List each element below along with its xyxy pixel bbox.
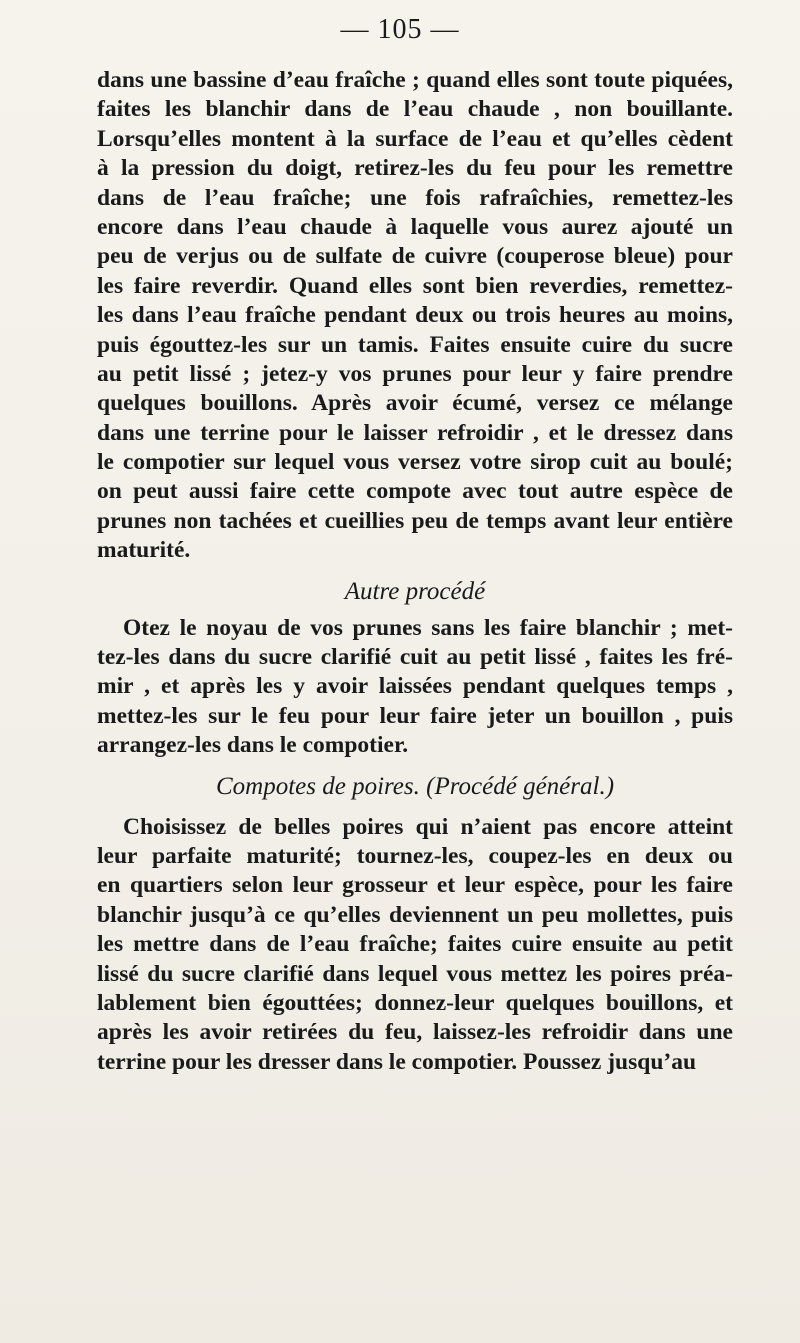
text-line: maturité. [97,537,191,564]
paragraph-3 [97,813,733,1078]
text-line: on peut aussi faire cette compote avec tout autre espèce de [97,478,733,505]
text-line: mettez-les sur le feu pour leur faire jeter un bouillon , puis [97,702,733,729]
paragraph-2 [97,614,733,761]
section-heading-compotes-de-poires: Compotes de poires. (Procédé général.) [215,772,615,800]
text-line: à la pression du doigt, retirez-les du feu pour les remettre [97,155,733,182]
text-line: terrine pour les dresser dans le compotier. Poussez jusqu’au [97,1048,697,1075]
text-line: les mettre dans de l’eau fraîche; faites cuire ensuite au petit [97,931,733,958]
text-line: Otez le noyau de vos prunes sans les faire blanchir ; met- [123,614,733,641]
text-line: mir , et après les y avoir laissées pendant quelques temps , [97,673,733,700]
text-line: faites les blanchir dans de l’eau chaude , non bouillante. [97,96,733,123]
text-line: dans une bassine d’eau fraîche ; quand elles sont toute piquées, [97,67,733,93]
page-number: — 105 — [340,14,460,45]
text-line: lissé du sucre clarifié dans lequel vous mettez les poires préa- [97,960,733,987]
text-line: dans de l’eau fraîche; une fois rafraîchies, remettez-les [97,184,733,211]
section-heading-autre-procede: Autre procédé [344,577,486,605]
text-line: au petit lissé ; jetez-y vos prunes pour leur y faire prendre [97,360,733,387]
text-line: le compotier sur lequel vous versez votre sirop cuit au boulé; [97,449,733,476]
text-line: en quartiers selon leur grosseur et leur espèce, pour les faire [97,872,733,899]
text-line: leur parfaite maturité; tournez-les, coupez-les en deux ou [97,842,733,869]
text-line: peu de verjus ou de sulfate de cuivre (couperose bleue) pour [97,243,733,270]
text-line: les faire reverdir. Quand elles sont bien reverdies, remettez- [97,272,733,299]
text-line: Lorsqu’elles montent à la surface de l’eau et qu’elles cèdent [97,125,733,152]
text-line: les dans l’eau fraîche pendant deux ou trois heures au moins, [97,302,733,329]
text-line: blanchir jusqu’à ce qu’elles deviennent un peu mollettes, puis [97,901,733,928]
text-line: encore dans l’eau chaude à laquelle vous aurez ajouté un [97,213,733,240]
text-line: puis égouttez-les sur un tamis. Faites ensuite cuire du sucre [97,331,733,358]
text-line: quelques bouillons. Après avoir écumé, versez ce mélange [97,390,733,417]
text-line: dans une terrine pour le laisser refroidir , et le dressez dans [97,419,733,446]
text-line: arrangez-les dans le compotier. [97,732,409,759]
text-line: Choisissez de belles poires qui n’aient pas encore atteint [123,813,733,840]
text-line: après les avoir retirées du feu, laissez-les refroidir dans une [97,1019,733,1046]
paragraph-1 [97,66,733,566]
text-line: prunes non tachées et cueillies peu de temps avant leur entière [97,507,733,534]
text-line: lablement bien égouttées; donnez-leur quelques bouillons, et [97,989,733,1016]
text-line: tez-les dans du sucre clarifié cuit au petit lissé , faites les fré- [97,644,733,671]
body-text [97,66,733,1077]
